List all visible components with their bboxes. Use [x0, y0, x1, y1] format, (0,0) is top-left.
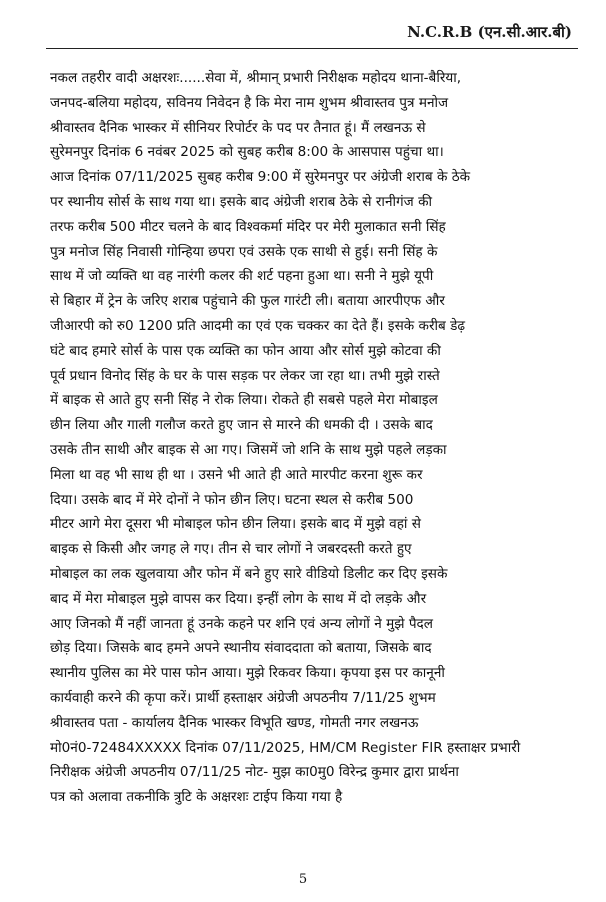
- body-text-line: मो0नं0-72484XXXXX दिनांक 07/11/2025, HM/CM Register FIR हस्ताक्षर प्रभारी: [50, 739, 521, 756]
- body-text-line: साथ में जो व्यक्ति था वह नारंगी कलर की शर्ट पहना हुआ था। सनी ने मुझे यूपी: [50, 268, 434, 285]
- body-text-line: पत्र को अलावा तकनीकि त्रुटि के अक्षरशः टाईप किया गया है: [50, 789, 343, 806]
- body-text-line: मिला था वह भी साथ ही था । उसने भी आते ही आते मारपीट करना शुरू कर: [50, 466, 423, 483]
- body-text-line: नकल तहरीर वादी अक्षरशः......सेवा में, श्रीमान् प्रभारी निरीक्षक महोदय थाना-बैरिया,: [50, 70, 462, 86]
- body-text-line: दिया। उसके बाद में मेरे दोनों ने फोन छीन लिए। घटना स्थल से करीब 500: [50, 491, 414, 508]
- body-text-line: पुत्र मनोज सिंह निवासी गोन्हिया छपरा एवं उसके एक साथी से हुई। सनी सिंह के: [50, 243, 438, 260]
- body-text-line: तरफ करीब 500 मीटर चलने के बाद विश्वकर्मा मंदिर पर मेरी मुलाकात सनी सिंह: [50, 218, 446, 235]
- body-text-line: मोबाइल का लक खुलवाया और फोन में बने हुए सारे वीडियो डिलीट कर दिए इसके: [50, 565, 448, 582]
- body-text-line: बाइक से किसी और जगह ले गए। तीन से चार लोगों ने जबरदस्ती करते हुए: [50, 541, 412, 558]
- page-header-title: N.C.R.B (एन.सी.आर.बी): [407, 23, 572, 41]
- body-text-line: स्थानीय पुलिस का मेरे पास फोन आया। मुझे रिकवर किया। कृपया इस पर कानूनी: [50, 665, 445, 682]
- body-text-line: सुरेमनपुर दिनांक 6 नवंबर 2025 को सुबह करीब 8:00 के आसपास पहुंचा था।: [50, 144, 444, 161]
- body-text-line: घंटे बाद हमारे सोर्स के पास एक व्यक्ति का फोन आया और सोर्स मुझे कोटवा की: [50, 342, 441, 359]
- document-body: [50, 66, 552, 810]
- body-text-line: कार्यवाही करने की कृपा करें। प्रार्थी हस्ताक्षर अंग्रेजी अपठनीय 7/11/25 शुभम: [50, 689, 436, 706]
- body-text-line: जनपद-बलिया महोदय, सविनय निवेदन है कि मेरा नाम शुभम श्रीवास्तव पुत्र मनोज: [50, 94, 449, 111]
- body-text-line: पूर्व प्रधान विनोद सिंह के घर के पास सड़क पर लेकर जा रहा था। तभी मुझे रास्ते: [50, 367, 440, 384]
- body-text-line: से बिहार में ट्रेन के जरिए शराब पहुंचाने की फुल गारंटी ली। बताया आरपीएफ और: [50, 293, 445, 310]
- body-text-line: जीआरपी को रु0 1200 प्रति आदमी का एवं एक चक्कर का देते हैं। इसके करीब डेढ़: [50, 317, 466, 334]
- body-text-line: बाद में मेरा मोबाइल मुझे वापस कर दिया। इन्हीं लोग के साथ में दो लड़के और: [50, 590, 427, 607]
- body-text-line: श्रीवास्तव पता - कार्यालय दैनिक भास्कर विभूति खण्ड, गोमती नगर लखनऊ: [50, 714, 419, 731]
- header-divider: [46, 48, 578, 49]
- body-text-line: आज दिनांक 07/11/2025 सुबह करीब 9:00 में सुरेमनपुर पर अंग्रेजी शराब के ठेके: [50, 169, 471, 186]
- body-text-line: उसके तीन साथी और बाइक से आ गए। जिसमें जो शनि के साथ मुझे पहले लड़का: [50, 441, 447, 458]
- body-text-line: छीन लिया और गाली गलौज करते हुए जान से मारने की धमकी दी । उसके बाद: [50, 417, 433, 434]
- body-text-line: में बाइक से आते हुए सनी सिंह ने रोक लिया। रोकते ही सबसे पहले मेरा मोबाइल: [50, 392, 438, 409]
- body-text-line: पर स्थानीय सोर्स के साथ गया था। इसके बाद अंग्रेजी शराब ठेके से रानीगंज की: [50, 193, 433, 210]
- body-text-line: आए जिनको मैं नहीं जानता हूं उनके कहने पर शनि एवं अन्य लोगों ने मुझे पैदल: [50, 615, 433, 632]
- body-text-line: निरीक्षक अंग्रेजी अपठनीय 07/11/25 नोट- मुझ का0मु0 विरेन्द्र कुमार द्वारा प्रार्थना: [50, 764, 459, 781]
- body-text-line: मीटर आगे मेरा दूसरा भी मोबाइल फोन छीन लिया। इसके बाद में मुझे वहां से: [50, 516, 421, 533]
- page-number: 5: [298, 872, 308, 887]
- body-text-line: छोड़ दिया। जिसके बाद हमने अपने स्थानीय संवाददाता को बताया, जिसके बाद: [50, 640, 432, 657]
- body-text-line: श्रीवास्तव दैनिक भास्कर में सीनियर रिपोर्टर के पद पर तैनात हूं। मैं लखनऊ से: [50, 119, 426, 136]
